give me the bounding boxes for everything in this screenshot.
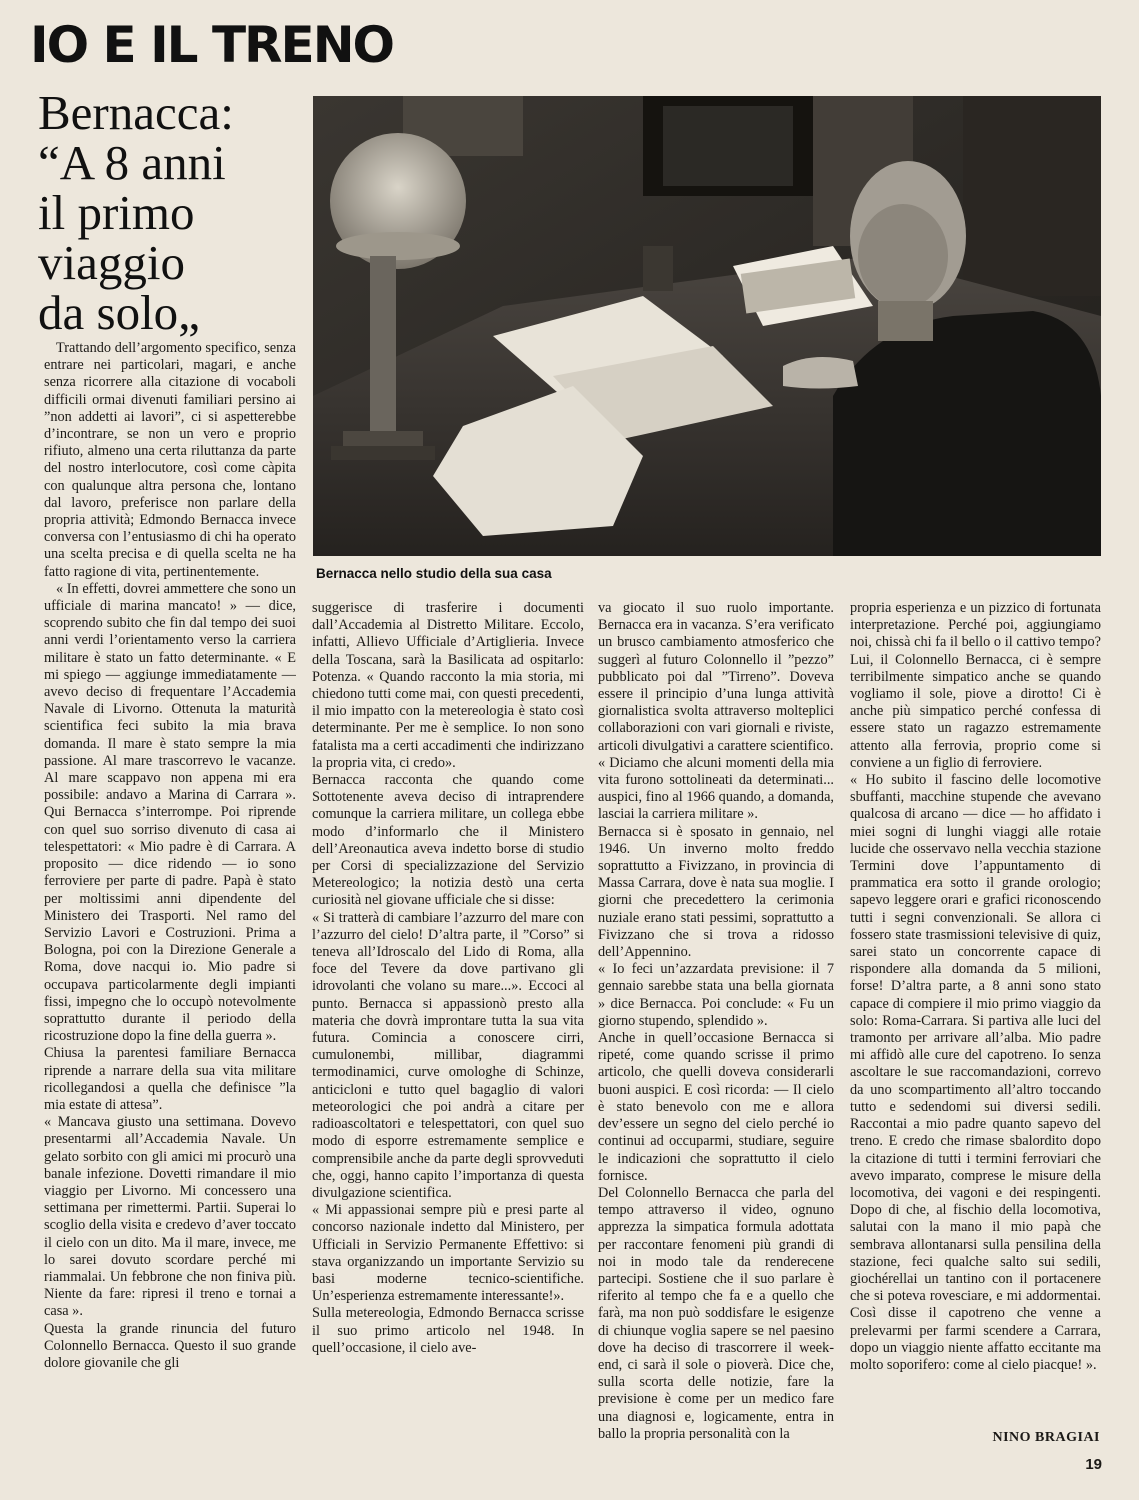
article-paragraph: propria esperienza e un pizzico di fortunata interpretazione. Perché poi, aggiungiamo noi, chissà chi fa il bello o il cattivo tempo? Lui, il Colonnello Bernacca, ci è sempre terribilmente simpatico anche se quando vogliamo il sole, piove a dirotto! Ci è anche più simpatico perché confessa di essere stato un ragazzo estremamente attento alla ferrovia, proprio come si conviene a un figlio di ferroviere. xyxy=(850,600,1101,771)
article-paragraph: « Io feci un’azzardata previsione: il 7 gennaio sarebbe stata una bella giornata » dice Bernacca. Poi conclude: « Fu un giorno stupendo, splendido ». xyxy=(598,961,834,1029)
photo-illustration xyxy=(313,96,1101,556)
author-byline: NINO BRAGIAI xyxy=(992,1430,1100,1445)
article-paragraph: Del Colonnello Bernacca che parla del tempo attraverso il video, ognuno apprezza la simpatica formula adottata per raccontare fenomeni più grandi di noi in modo tale da renderecene partecipi. Sostiene che il suo parlare è riferito al tempo che fa e a quello che farà, ma non può soddisfare le esigenze di chiunque voglia sapere se nel paesino dove ha deciso di trascorrere il week-end, ci sarà il sole o pioverà. Dice che, sulla scorta delle notizie, fare la previsione è come per un medico fare una diagnosi e, logicamente, entra in ballo la propria personalità con la xyxy=(598,1184,834,1440)
article-paragraph: « In effetti, dovrei ammettere che sono un ufficiale di marina mancato! » — dice, scoprendo subito che fin dal tempo dei suoi anni verdi l’orientamento verso la carriera militare è stato un fatto determinante. « E mi spiego — aggiunge immediatamente — avevo deciso di frequentare l’Accademia Navale di Livorno. Ottenuta la maturità scientifica feci subito la mia brava domanda. Il mare è stato sempre la mia passione. Al mare trascorrevo le vacanze. Al mare scappavo non appena mi era possibile: andavo a Marina di Carrara ». Qui Bernacca s’interrompe. Poi riprende con quel suo sorriso divenuto di casa ai telespettatori: « Mio padre è di Carrara. A proposito — dice ridendo — io sono ferroviere per parte di padre. Papà è stato per moltissimi anni dipendente del Ministero dei Trasporti. Nel ramo del Servizio Lavori e Costruzioni. Prima a Bologna, poi con la Direzione Generale a Roma, dove nacqui io. Mio padre si occupava particolarmente degli impianti fissi, impegno che lo occupò notevolmente soprattutto durante il periodo della ricostruzione dopo la fine della guerra ». xyxy=(44,580,296,1045)
article-column-1 xyxy=(44,340,296,1440)
article-column-3 xyxy=(598,600,834,1440)
photo-caption: Bernacca nello studio della sua casa xyxy=(316,566,552,581)
article-headline xyxy=(38,85,300,340)
article-paragraph: Chiusa la parentesi familiare Bernacca riprende a narrare della sua vita militare ricollegandosi a quella che definisce ”la mia estate di attesa”. xyxy=(44,1045,296,1113)
article-paragraph: Anche in quell’occasione Bernacca si ripeté, come quando scrisse il primo articolo, che quelli doveva considerarli buoni auspici. E così ricorda: — Il cielo è stato benevolo con me e allora dev’essere un segno del cielo perché io continui ad occuparmi, studiare, seguire le indicazioni che soprattutto il cielo fornisce. xyxy=(598,1030,834,1184)
headline-line: il primo xyxy=(38,185,195,240)
article-column-4 xyxy=(850,600,1101,1405)
article-paragraph: Bernacca racconta che quando come Sottotenente aveva deciso di intraprendere comunque la carriera militare, un collega ebbe modo d’informarlo che il Ministero dell’Areonautica aveva indetto borse di studio per Corsi di specializzazione del Servizio Metereologico; la notizia destò una certa curiosità nel giovane ufficiale che si disse: xyxy=(312,772,584,909)
article-paragraph: Questa la grande rinuncia del futuro Colonnello Bernacca. Questo il suo grande dolore giovanile che gli xyxy=(44,1320,296,1371)
article-column-2 xyxy=(312,600,584,1440)
article-paragraph: « Ho subito il fascino delle locomotive sbuffanti, macchine stupende che avevano qualcosa di arcano — dice — ho affidato i miei sogni di lunghi viaggi alle rotaie lucide che osservavo nella vecchia stazione Termini dove l’appuntamento di prammatica era sotto il grande orologio; sapevo leggere orari e grafici riconoscendo tutti i segni convenzionali. Se allora ci fossero state trasmissioni televisive di quiz, sarei stato un concorrente capace di rispondere alla domanda da 5 milioni, forse! D’altra parte, a 8 anni sono stato capace di compiere il mio primo viaggio da solo: Roma-Carrara. Si partiva alle luci del tramonto per arrivare all’alba. Mio padre mi affidò alle cure del capotreno. Io senza ascoltare le sue raccomandazioni, correvo da uno scompartimento all’altro toccando tutto e sedendomi sui diversi sedili. Raccontai a mio padre quanto sapevo del treno. E credo che rimase sbalordito dopo la citazione di tutti i termini ferroviari che avevo imparato, comprese le misure della locomotiva, dei vagoni e dei respingenti. Dopo di che, al fischio della locomotiva, salutai con la mano il mio papà che sembrava allontanarsi sulla pensilina della stazione, feci qualche salto sui sedili, giochérellai un tantino con il portacenere che si poteva rovesciare, e mi addormentai. Così disse il capotreno che venne a prelevarmi per farmi scendere a Carrara, dopo un viaggio niente affatto eccitante ma molto soporifero: come al cielo piacque! ». xyxy=(850,772,1101,1373)
article-paragraph: Sulla metereologia, Edmondo Bernacca scrisse il suo primo articolo nel 1948. In quell’occasione, il cielo ave- xyxy=(312,1305,584,1356)
article-paragraph: suggerisce di trasferire i documenti dall’Accademia al Distretto Militare. Eccolo, infatti, Allievo Ufficiale d’Artiglieria. Invece della Toscana, sarà la Basilicata ad ospitarlo: Potenza. « Quando racconto la mia storia, mi chiedono tutti come mai, con questi precedenti, il mio impatto con la metereologia è stato così determinante. Per me è semplice. Io non sono fatalista ma a certi accadimenti che indirizzano la propria vita, ci credo». xyxy=(312,600,584,771)
headline-line: da solo„ xyxy=(38,285,200,340)
page-number: 19 xyxy=(1085,1456,1102,1473)
section-kicker: IO E IL TRENO xyxy=(30,16,394,74)
headline-line: “A 8 anni xyxy=(38,135,226,190)
headline-line: viaggio xyxy=(38,235,185,290)
article-paragraph: « Si tratterà di cambiare l’azzurro del mare con l’azzurro del cielo! D’altra parte, il ”Corso” si teneva all’Idroscalo del Lido di Roma, alla foce del Tevere da dove partivano gli idrovolanti che volano su mare...». Eccoci al punto. Bernacca si appassionò presto alla materia che dovrà improntare tutta la sua vita futura. Comincia a conoscere cirri, cumulonembi, millibar, diagrammi termodinamici, curve omologhe di Schinze, anticicloni e tutto quel bagaglio di valori meteorologici che poi andrà a citare per radioascoltatori e telespettatori, con quel suo modo di esporre estremamente semplice e comprensibile anche da parte degli sprovveduti che, oggi, hanno capito l’importanza di questa divulgazione scientifica. xyxy=(312,909,584,1201)
article-paragraph: Bernacca si è sposato in gennaio, nel 1946. Un inverno molto freddo soprattutto a Fivizzano, in provincia di Massa Carrara, dove è nata sua moglie. I giorni che precedettero la cerimonia nuziale erano stati pessimi, soprattutto a Fivizzano che si trova a ridosso dell’Appennino. xyxy=(598,823,834,961)
article-photo xyxy=(313,96,1101,556)
article-paragraph: « Mi appassionai sempre più e presi parte al concorso nazionale indetto dal Ministero, per Ufficiali in Servizio Permanente Effettivo: si stava organizzando un importante Servizio su basi moderne tecnico-scientifiche. Un’esperienza estremamente interessante!». xyxy=(312,1202,584,1305)
article-paragraph: « Diciamo che alcuni momenti della mia vita furono sottolineati da determinati... auspici, fino al 1966 quando, a domanda, lasciai la carriera militare ». xyxy=(598,754,834,823)
headline-line: Bernacca: xyxy=(38,85,234,140)
article-paragraph: va giocato il suo ruolo importante. Bernacca era in vacanza. S’era verificato un brusco cambiamento atmosferico che suggerì al futuro Colonnello il ”pezzo” pubblicato poi dal ”Tirreno”. Doveva essere il principio d’una lunga attività giornalistica svolta attraverso molteplici collaborazioni con vari giornali e riviste, articoli divulgativi a carattere scientifico. xyxy=(598,600,834,754)
article-paragraph: « Mancava giusto una settimana. Dovevo presentarmi all’Accademia Navale. Un gelato sorbito con gli amici mi procurò una banale infezione. Dovetti rimandare il mio viaggio per Livorno. Mi concessero una settimana per rimettermi. Partii. Superai lo scoglio della visita e credevo d’aver toccato il cielo con un dito. Ma il mare, invece, me lo sarei dovuto scordare perché mi riammalai. Un febbrone che non finiva più. Niente da fare: ripresi il treno e tornai a casa ». xyxy=(44,1114,296,1320)
article-paragraph: Trattando dell’argomento specifico, senza entrare nei particolari, magari, e anche senza ricorrere alla citazione di vocaboli difficili ormai divenuti familiari persino ai ”non addetti ai lavori”, ci si aspetterebbe d’incontrare, se non un vero e proprio rifiuto, almeno una certa riluttanza da parte del nostro interlocutore, così come càpita con qualunque altra persona che, lontano dal lavoro, preferisce non parlare della propria attività; Edmondo Bernacca invece conversa con l’entusiasmo di chi ha operato una scelta precisa e di quella scelta ne ha fatto ragione di vita, pertinentemente. xyxy=(44,340,296,580)
